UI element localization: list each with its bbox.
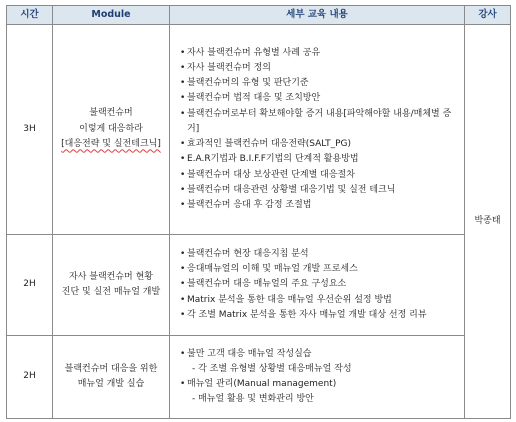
list-item: - 매뉴얼 활용 및 변화관리 방안 [192, 394, 314, 405]
table-row [7, 25, 511, 235]
module-line: 이렇게 대응하라 [79, 123, 143, 134]
list-item: • 블랙컨슈머 대응관련 상황별 대응기법 및 실전 테크닉 [180, 183, 460, 198]
module-line: 진단 및 실전 매뉴얼 개발 [61, 287, 161, 297]
list-item: • 블랙컨슈머 대상 보상관련 단계별 대응절차 [180, 168, 460, 183]
content-cell [170, 25, 465, 235]
list-item: • Matrix 분석을 통한 대응 매뉴얼 우선순위 설정 방법 [180, 293, 460, 308]
list-item: • 블랙컨슈머 대응 매뉴얼의 주요 구성요소 [180, 277, 460, 292]
list-item: • 효과적인 블랙컨슈머 대응전략(SALT_PG) [180, 137, 460, 152]
table-row [7, 336, 511, 419]
table-row [7, 235, 511, 336]
header-row [7, 6, 511, 25]
module-cell [53, 235, 170, 336]
list-item: • 자사 블랙컨슈머 유형별 사례 공유 [180, 46, 460, 61]
instructor-cell: 박종태 [465, 25, 511, 419]
list-item: • 블랙컨슈머 응대 후 감정 조절법 [180, 198, 460, 213]
list-item: • 블랙컨슈머 법적 대응 및 조치방안 [180, 91, 460, 106]
module-line: [대응전략 및 실전테크닉] [61, 139, 161, 150]
module-line: 블랙컨슈머 대응을 위한 [64, 363, 158, 374]
list-item: • 자사 블랙컨슈머 정의 [180, 61, 460, 76]
content-list [180, 247, 460, 323]
header-module: Module [53, 6, 170, 25]
list-item: • 불만 고객 대응 매뉴얼 작성실습 [180, 347, 460, 362]
time-cell: 2H [7, 235, 53, 336]
module-line: 자사 블랙컨슈머 현황 [69, 271, 153, 282]
content-cell [170, 235, 465, 336]
list-item: • 블랙컨슈머로부터 확보해야할 증거 내용[파악해야할 내용/매체별 증거] [180, 107, 460, 137]
curriculum-table [6, 5, 511, 419]
header-content: 세부 교육 내용 [170, 6, 465, 25]
list-item: • 블랙컨슈머 현장 대응지침 분석 [180, 247, 460, 262]
header-time: 시간 [7, 6, 53, 25]
list-item: • E.A.R기법과 B.I.F.F기법의 단계적 활용방법 [180, 152, 460, 167]
list-item: • 각 조별 Matrix 분석을 통한 자사 매뉴얼 개발 대상 선정 리뷰 [180, 308, 460, 323]
content-list [180, 46, 460, 213]
list-item: - 각 조별 유형별 상황별 대응매뉴얼 작성 [192, 363, 352, 374]
module-line: 불랙컨슈머 [89, 108, 133, 119]
list-item: • 응대매뉴얼의 이해 및 매뉴얼 개발 프로세스 [180, 262, 460, 277]
content-cell [170, 336, 465, 419]
module-line: 매뉴얼 개발 실습 [77, 379, 145, 389]
module-cell [53, 336, 170, 419]
time-cell: 2H [7, 336, 53, 419]
list-item: • 블랙컨슈머의 유형 및 판단기준 [180, 76, 460, 91]
list-item: • 매뉴얼 관리(Manual management) [180, 377, 460, 392]
module-cell [53, 25, 170, 235]
content-list [180, 347, 460, 408]
time-cell: 3H [7, 25, 53, 235]
header-instructor: 강사 [465, 6, 511, 25]
